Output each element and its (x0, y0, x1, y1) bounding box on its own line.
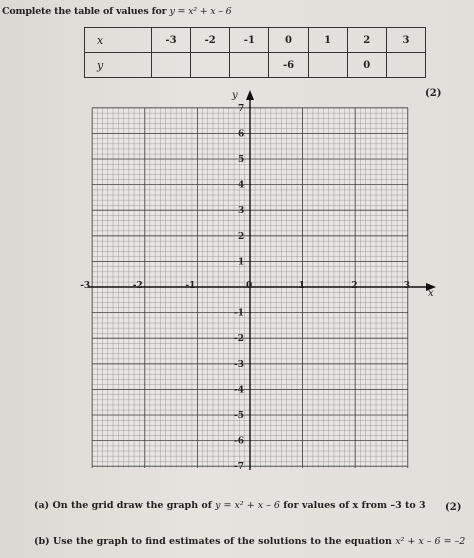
y-tick-label: 2 (238, 231, 245, 242)
x-cell: -1 (230, 28, 269, 53)
y-tick-label: -3 (234, 359, 244, 370)
question-a-text: On the grid draw the graph of (52, 500, 212, 511)
instruction-label: Complete the table of values for (2, 6, 167, 17)
x-tick-label: -1 (185, 281, 196, 291)
question-a-equation: y = x² + x – 6 (215, 500, 280, 511)
instruction-equation: y = x² + x – 6 (169, 6, 232, 17)
y-tick-label: 1 (238, 257, 245, 268)
question-a (34, 500, 426, 511)
x-cell: 3 (386, 28, 425, 53)
x-cell: 2 (347, 28, 386, 53)
x-cell: -2 (191, 28, 230, 53)
x-axis-label: x (428, 288, 434, 299)
x-tick-label: 2 (351, 281, 358, 291)
y-tick-label: 7 (238, 103, 245, 114)
y-axis-arrow-icon (246, 90, 254, 100)
y-cell: -6 (269, 53, 308, 78)
x-cell: 1 (308, 28, 347, 53)
y-tick-label: -1 (234, 308, 244, 319)
y-tick-label: -5 (234, 411, 244, 421)
question-a-suffix: for values of x from –3 to 3 (283, 500, 426, 511)
question-b (34, 536, 465, 547)
question-a-label: (a) (34, 500, 50, 511)
y-tick-label: 5 (238, 155, 245, 165)
question-b-label: (b) (34, 536, 50, 547)
y-tick-label: -6 (234, 436, 244, 447)
x-cell: -3 (152, 28, 191, 53)
table-marks: (2) (425, 88, 442, 99)
x-tick-label: -2 (132, 281, 143, 291)
y-row-label: y (85, 53, 152, 78)
question-b-equation: x² + x – 6 = –2 (395, 536, 466, 547)
x-row-label: x (85, 28, 152, 53)
y-tick-label: -2 (234, 334, 244, 345)
y-tick-label: -4 (234, 385, 244, 396)
x-tick-label: 3 (403, 281, 411, 291)
y-tick-label: 3 (238, 206, 245, 217)
x-tick-label: 0 (246, 281, 253, 291)
x-cell: 0 (269, 28, 308, 53)
question-a-marks: (2) (445, 502, 462, 513)
y-tick-label: 4 (238, 180, 245, 191)
y-tick-label: -7 (234, 462, 244, 473)
x-tick-label: 1 (298, 281, 305, 291)
y-tick-label: 6 (238, 129, 245, 140)
question-b-text: Use the graph to find estimates of the solutions to the equation (52, 536, 392, 547)
y-cell: 0 (347, 53, 386, 78)
y-axis-label: y (232, 90, 238, 101)
x-tick-label: -3 (80, 281, 91, 291)
